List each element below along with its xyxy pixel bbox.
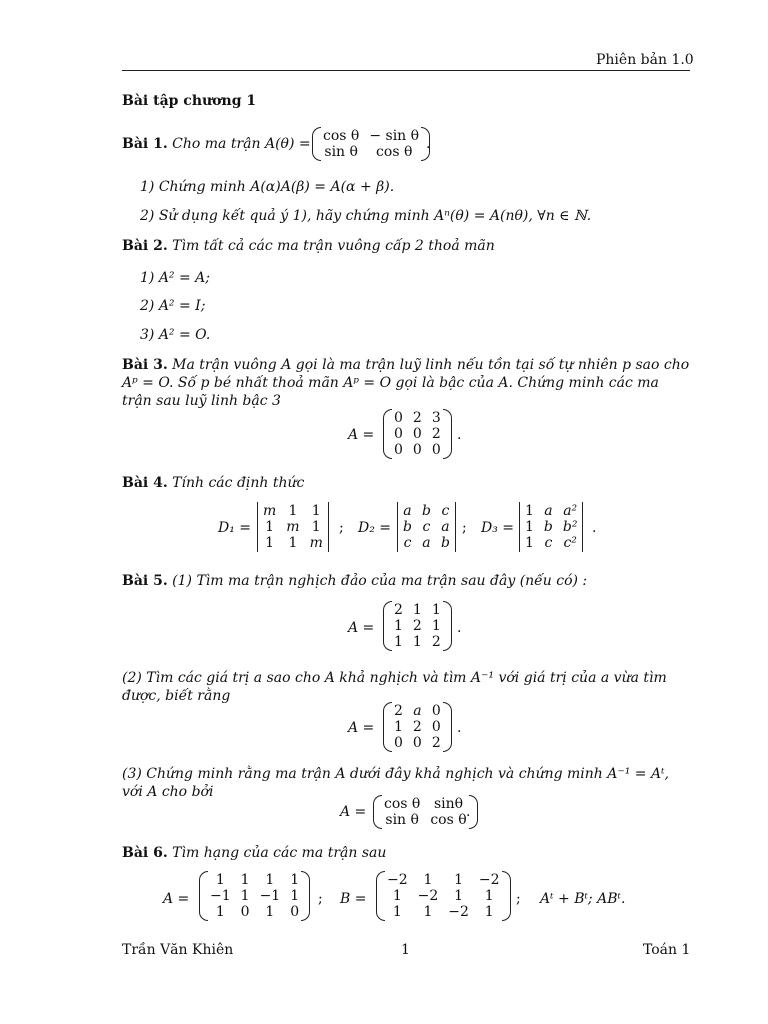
bai3-text: Ma trận vuông A gọi là ma trận luỹ linh nếu tồn tại số tự nhiên p sao cho Aᵖ = O. Số p bé nhất thoả mãn Aᵖ = O gọi là bậc của A. Chứng minh các ma trận sau luỹ linh bậc 3 <box>122 357 690 409</box>
d3-lhs: D₃ = <box>481 520 515 536</box>
header-rule <box>122 70 690 71</box>
matrix-entry: 0 <box>431 442 441 458</box>
matrix-entry: c <box>544 535 553 551</box>
bai6-b-sep: ; <box>516 891 521 907</box>
bai6-a-sep: ; <box>318 891 323 907</box>
version-label: Phiên bản 1.0 <box>596 52 694 68</box>
bai2-item-2: 2) A² = I; <box>140 298 206 314</box>
matrix-entry: 1 <box>484 888 494 904</box>
matrix-entry: 0 <box>412 442 422 458</box>
bai5-text1: (1) Tìm ma trận nghịch đảo của ma trận sau đây (nếu có) : <box>172 573 588 589</box>
footer-course: Toán 1 <box>643 942 691 958</box>
footer-author: Trần Văn Khiên <box>122 942 234 958</box>
matrix-entry: 1 <box>394 618 403 634</box>
matrix-entry: 1 <box>431 618 441 634</box>
bai6-heading <box>122 845 386 861</box>
bai2-label: Bài 2. <box>122 238 168 254</box>
matrix-entry: 1 <box>484 904 494 920</box>
matrix-entry: 0 <box>431 703 441 719</box>
matrix-entry: m <box>309 535 323 551</box>
matrix-entry: cos θ <box>323 128 360 144</box>
matrix-entry: 0 <box>412 426 422 442</box>
bai6-matrix-b <box>376 871 511 921</box>
bai2-heading <box>122 238 495 254</box>
bai5-text2: (2) Tìm các giá trị a sao cho A khả nghịch và tìm A⁻¹ với giá trị của a vừa tìm được, biết rằng <box>122 670 667 704</box>
matrix-entry: 1 <box>431 602 441 618</box>
matrix-entry: 1 <box>265 904 275 920</box>
matrix-entry: a <box>441 519 450 535</box>
matrix-entry: 2 <box>431 735 441 751</box>
matrix-entry: 0 <box>394 735 403 751</box>
matrix-entry: 2 <box>394 703 403 719</box>
matrix-entry: 2 <box>412 618 422 634</box>
bai5-label: Bài 5. <box>122 573 168 589</box>
bai2-text: Tìm tất cả các ma trận vuông cấp 2 thoả mãn <box>172 238 495 254</box>
matrix-entry: 1 <box>288 503 298 519</box>
matrix-entry: c² <box>563 535 577 551</box>
bai5-m1-lhs: A = <box>348 620 375 636</box>
matrix-entry: b² <box>562 519 578 535</box>
matrix-entry: 2 <box>431 634 441 650</box>
matrix-entry: 1 <box>423 904 433 920</box>
matrix-entry: 0 <box>240 904 250 920</box>
matrix-entry: 1 <box>311 519 321 535</box>
bai5-text3: (3) Chứng minh rằng ma trận A dưới đây khả nghịch và chứng minh A⁻¹ = Aᵗ, với A cho bởi <box>122 766 670 800</box>
bai3-matrix <box>383 409 452 459</box>
matrix-entry: 1 <box>265 535 275 551</box>
matrix-entry: −1 <box>210 888 231 904</box>
matrix-entry: 1 <box>394 634 403 650</box>
matrix-entry: cos θ <box>384 796 421 812</box>
matrix-entry: b <box>403 519 412 535</box>
matrix-entry: 1 <box>454 888 464 904</box>
matrix-entry: 1 <box>423 872 433 888</box>
bai3-lhs: A = <box>348 427 375 443</box>
matrix-entry: 2 <box>412 410 422 426</box>
bai5-heading <box>122 573 587 589</box>
matrix-entry: 1 <box>525 519 534 535</box>
matrix-entry: 0 <box>394 442 403 458</box>
matrix-entry: − sin θ <box>369 128 420 144</box>
bai1-heading <box>122 136 311 152</box>
matrix-entry: a <box>544 503 553 519</box>
matrix-entry: 1 <box>392 904 402 920</box>
matrix-entry: 0 <box>431 719 441 735</box>
matrix-entry: 1 <box>412 602 422 618</box>
bai5-matrix-2 <box>383 702 452 752</box>
matrix-entry: −1 <box>259 888 281 904</box>
matrix-entry: 1 <box>240 872 250 888</box>
matrix-entry: c <box>441 503 450 519</box>
bai5-m2-end: . <box>457 720 462 736</box>
bai1-item-1: 1) Chứng minh A(α)A(β) = A(α + β). <box>140 179 395 195</box>
d1-lhs: D₁ = <box>218 520 252 536</box>
bai6-a-lhs: A = <box>163 891 190 907</box>
matrix-entry: c <box>403 535 412 551</box>
bai1-text: Cho ma trận A(θ) = <box>172 136 311 152</box>
bai5-matrix-3 <box>373 795 478 829</box>
d3-determinant <box>519 502 583 552</box>
matrix-entry: 1 <box>288 535 298 551</box>
matrix-entry: 1 <box>311 503 321 519</box>
bai4-heading <box>122 475 304 491</box>
bai2-item-3: 3) A² = O. <box>140 327 211 343</box>
matrix-entry: sin θ <box>324 144 358 160</box>
page-title: Bài tập chương 1 <box>122 93 257 109</box>
d3-end: . <box>592 520 597 536</box>
matrix-entry: −2 <box>478 872 500 888</box>
matrix-entry: 1 <box>525 535 534 551</box>
matrix-entry: 1 <box>412 634 422 650</box>
matrix-entry: m <box>286 519 300 535</box>
matrix-entry: −2 <box>417 888 439 904</box>
bai5-m3-lhs: A = <box>340 804 367 820</box>
bai1-item-2: 2) Sử dụng kết quả ý 1), hãy chứng minh Aⁿ(θ) = A(nθ), ∀n ∈ ℕ. <box>140 208 592 224</box>
matrix-entry: 1 <box>265 519 275 535</box>
matrix-entry: 2 <box>431 426 441 442</box>
bai6-tail: Aᵗ + Bᵗ; ABᵗ. <box>540 891 626 907</box>
bai2-item-1: 1) A² = A; <box>140 270 210 286</box>
matrix-entry: 2 <box>412 719 422 735</box>
matrix-entry: sin θ <box>385 812 419 828</box>
matrix-entry: m <box>263 503 277 519</box>
matrix-entry: −2 <box>387 872 408 888</box>
matrix-entry: cos θ <box>430 812 467 828</box>
bai3-paragraph <box>122 356 692 410</box>
matrix-entry: 0 <box>394 410 403 426</box>
bai6-text: Tìm hạng của các ma trận sau <box>172 845 387 861</box>
matrix-entry: c <box>422 519 431 535</box>
d1-determinant <box>257 502 329 552</box>
bai1-end: . <box>426 136 431 152</box>
d2-sep: ; <box>462 520 467 536</box>
bai5-m1-end: . <box>457 620 462 636</box>
matrix-entry: 0 <box>412 735 422 751</box>
matrix-entry: b <box>440 535 450 551</box>
bai6-matrix-a <box>199 871 310 921</box>
matrix-entry: 1 <box>265 872 275 888</box>
matrix-entry: −2 <box>448 904 469 920</box>
bai1-label: Bài 1. <box>122 136 168 152</box>
matrix-entry: a <box>422 535 431 551</box>
bai1-matrix <box>312 127 430 161</box>
matrix-entry: 1 <box>290 872 300 888</box>
matrix-entry: 1 <box>394 719 403 735</box>
bai4-text: Tính các định thức <box>172 475 305 491</box>
footer-page: 1 <box>401 942 410 958</box>
matrix-entry: sinθ <box>433 796 464 812</box>
d1-sep: ; <box>339 520 344 536</box>
matrix-entry: cos θ <box>376 144 413 160</box>
bai6-b-lhs: B = <box>340 891 367 907</box>
matrix-entry: 1 <box>525 503 534 519</box>
matrix-entry: 1 <box>215 904 225 920</box>
matrix-entry: a <box>413 703 422 719</box>
d2-lhs: D₂ = <box>358 520 392 536</box>
d2-determinant <box>397 502 456 552</box>
matrix-entry: 1 <box>240 888 250 904</box>
matrix-entry: 0 <box>290 904 300 920</box>
matrix-entry: 1 <box>454 872 464 888</box>
bai3-end: . <box>457 427 462 443</box>
matrix-entry: 2 <box>394 602 403 618</box>
matrix-entry: a <box>403 503 412 519</box>
bai3-label: Bài 3. <box>122 357 168 373</box>
bai4-label: Bài 4. <box>122 475 168 491</box>
bai6-label: Bài 6. <box>122 845 168 861</box>
matrix-entry: b <box>421 503 431 519</box>
matrix-entry: 3 <box>431 410 441 426</box>
matrix-entry: 1 <box>392 888 402 904</box>
bai5-m3-end: . <box>466 804 471 820</box>
matrix-entry: 1 <box>290 888 300 904</box>
bai5-m2-lhs: A = <box>348 720 375 736</box>
matrix-entry: 0 <box>394 426 403 442</box>
matrix-entry: 1 <box>215 872 225 888</box>
matrix-entry: a² <box>563 503 578 519</box>
matrix-entry: b <box>543 519 553 535</box>
bai5-matrix-1 <box>383 601 452 651</box>
